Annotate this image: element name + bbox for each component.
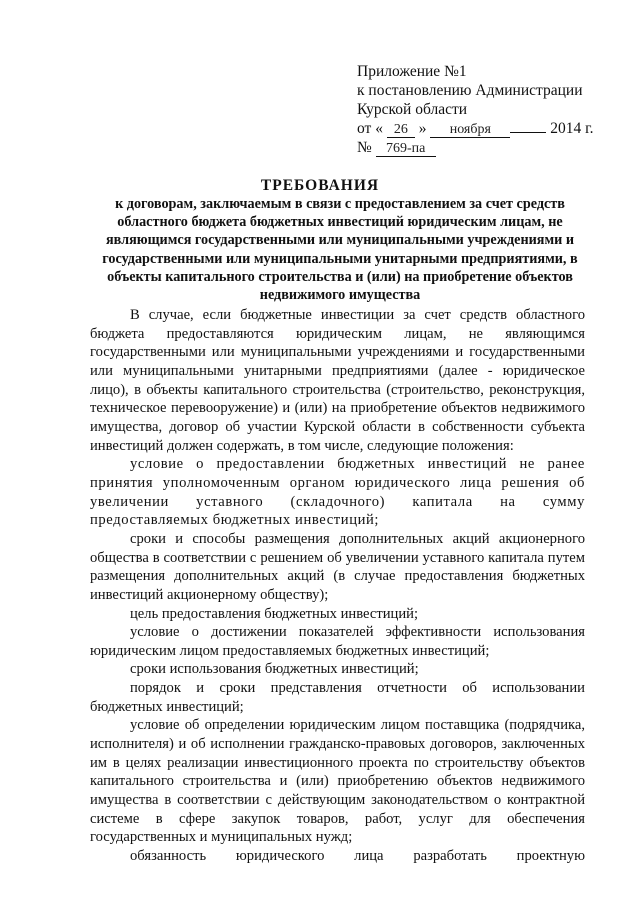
appendix-number-line <box>357 138 632 157</box>
paragraph: сроки и способы размещения дополнительных акций акционерного общества в соответствии с решением об увеличении уставного капитала путем размещения дополнительных акций (в случае предоставления бюджетных инвестиций акционерному обществу); <box>90 530 585 603</box>
document-body <box>90 306 585 866</box>
appendix-stamp <box>357 62 632 157</box>
appendix-date-line <box>357 119 632 138</box>
paragraph: В случае, если бюджетные инвестиции за счет средств областного бюджета предоставляются юридическим лицам, не являющимся государственными или муниципальными учреждениями и государственными или муниципальными унитарными предприятиями (далее - юридическое лицо), в объекты капитального строительства (строительство, реконструкция, техническое перевооружение) и (или) на приобретение объектов недвижимого имущества, договор об участии Курской области в собственности субъекта инвестиций должен содержать, в том числе, следующие положения: <box>90 307 585 454</box>
paragraph: условие об определении юридическим лицом поставщика (подрядчика, исполнителя) и об исполнении гражданско-правовых договоров, заключенных им в целях реализации инвестиционного проекта по строительству объектов капитального строительства и (или) приобретению объектов недвижимого имущества в соответствии с действующим законодательством о контрактной системе в сфере закупок товаров, работ, услуг для обеспечения государственных и муниципальных нужд; <box>90 717 585 846</box>
paragraph: порядок и сроки представления отчетности об использовании бюджетных инвестиций; <box>90 680 585 715</box>
paragraph: цель предоставления бюджетных инвестиций; <box>130 605 419 622</box>
date-month: ноября <box>430 122 510 138</box>
number-prefix: № <box>357 139 372 156</box>
document-number: 769-па <box>376 141 436 157</box>
document-title: ТРЕБОВАНИЯ <box>260 177 380 194</box>
paragraph: обязанность юридического лица разработать проектную <box>130 848 585 865</box>
paragraph: сроки использования бюджетных инвестиций; <box>130 661 419 678</box>
appendix-resolution-line: к постановлению Администрации <box>357 82 583 99</box>
paragraph: условие о предоставлении бюджетных инвестиций не ранее принятия уполномоченным органом юридического лица решения об увеличении уставного (складочного) капитала на сумму предоставляемых бюджетных инвестиций; <box>90 456 585 529</box>
document-subtitle: к договорам, заключаемым в связи с предоставлением за счет средств областного бюджета бюджетных инвестиций юридическим лицам, не являющимся государственными или муниципальными учреждениями и государственными или муниципальными унитарными предприятиями, в объекты капитального строительства и (или) на приобретение объектов недвижимого имущества <box>102 196 578 304</box>
appendix-title: Приложение №1 <box>357 63 467 80</box>
date-prefix: от « <box>357 120 383 137</box>
paragraph: условие о достижении показателей эффективности использования юридическим лицом предоставляемых бюджетных инвестиций; <box>90 624 585 659</box>
date-day: 26 <box>387 122 415 138</box>
date-mid: » <box>418 120 427 137</box>
appendix-region-line: Курской области <box>357 101 468 118</box>
date-year: 2014 г. <box>550 120 594 137</box>
date-gap <box>510 120 546 133</box>
